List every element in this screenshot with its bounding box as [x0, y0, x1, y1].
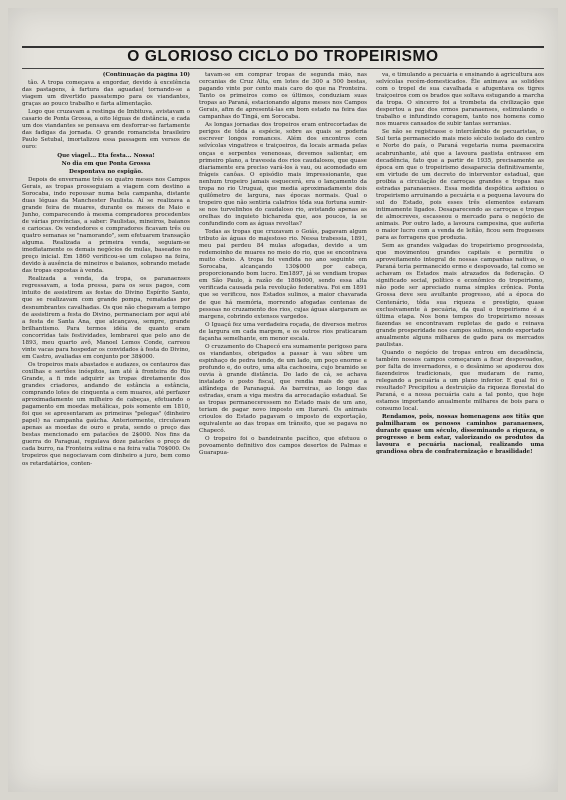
paragraph: va, e timulando a pecuária e ensinando à agricultura aos selvícolas recém-domesticados. Êle animava as solidões com o tropel de sua cavalhada e afugentava os tigres traiçoeiros com os brados que soltava estugando a marcha da tropa. O sincerro foi a trombeta da civilização que despertou a paz dos ermos paranaenses, estimulando o trabalho e infundindo coragem, tanto nos homens como nos muares cansados de subir tantas serranias.	[376, 72, 544, 128]
paragraph: Depois de envername três ou quatro meses nos Campos Gerais, as tropas prosseguiam a viagem com destino a Sorocaba, indo repousar numa bela campanha, distante duas léguas da Manchester Paulista. Aí se realizava a grande feira de muares, durante os meses de Maio e Junho, comparecendo à mesma compradores procedentes de várias províncias, a saber: Paulistas, mineiros, baianos e cariocas. Os vendedores e compradores ficavam três ou quatro semanas se "namorando", sem efetuarem transação alguma. Realizada a primeira venda, seguiam-se imediatamente os demais negócios de mulas, baseados no preço inicial. Em 1860 verificou-se um colapso na feira, devido à ausência de mineiros e baianos, sobrando metade das tropas expostas à venda.	[22, 176, 190, 275]
paragraph: Todas as tropas que cruzavam o Goiás, pagavam algum tributo às águas do majestoso rio. Nessa trabessia, 1891, meu pai perdeu 84 mulas afogadas, devido a um redemoinho de muares no meio do rio, que se encontrava muito cheio. A tropa foi vendida no ano seguinte em Sorocaba, alcançando 130$000 por cabeça, proporcionando bom lucro. Em1897, já se vendiam tropas em São Paulo, à razão de 180$000, sendo essa alta verificada causada pela revolução federativa. Foi em 1891 que se verificou, nos Estados sulinos, a maior chavarada de que há memória, morrendo afogadas centenas de pessoas no cruzamento dos rios, cujas águas alargaram as margens, cobrindo extensos vargedos.	[199, 229, 367, 320]
paragraph: O Iguaçú fez uma verdadeira roçada, de diversos metros de largura em cada margem, e os outros rios praticaram façanha semelhante, em menor escala.	[199, 321, 367, 342]
paragraph: tão. A tropa começava a engordar, devido à excelência das pastagens, à fartura das aguadas( tornando-se a viagem um divertido passatempo para os viandantes, graças ao pouco trabalho e farta alimentação.	[22, 80, 190, 108]
headline-rule-bottom	[22, 68, 544, 69]
paragraph: tavam-se em comprar tropas de segunda mão, nas cercanias de Cruz Alta, em lotes de 300 a 500 bestas, pagando vinte por cento mais caro do que na Fronteira. Tanto os primeiros como os últimos, conduziam suas tropas ao Paraná, estacionando alguns meses nos Campos Gerais, afim de apresentá-las em bom estado na feira das campanhas do Tingá, em Sorocaba.	[199, 72, 367, 121]
paragraph: Quando o negócio de tropas entrou em decadência, também nossos campos começaram a ficar despovoados, por falta de invernadores, e o desânimo se apoderou dos fazendeiros tradicionais, que mudaram de ramo, relegando a pecuária a um plano inferior. E qual foi o resultado? Precipitou a destruição da riqueza florestal do Paraná, e a nossa pecuária caiu a tal ponto, que hoje estamos importando anualmente milhares de bois para o consumo local.	[376, 349, 544, 413]
verse-line: No dia em que Ponta Grossa	[61, 160, 151, 167]
continuation-note: (Continuação da página 10)	[102, 72, 190, 78]
verse-line: Que viagel... Eta festa... Nossa!	[57, 152, 155, 159]
paragraph: O cruzamento do Chapecó era sumamente perigoso para os viandantes, obrigados a passar à vau sôbre um espinhaço de pedra tendo, de um lado, um poço enorme e profundo e, do outro, uma alta cachoeira, cujo bramido se ouvia à grande distância. Do lado de cá, se achava instalado o posto fiscal, que rendia mais do que a alfândega de Paranaguá. As barreiras, ao longo das estradas, eram a viga mestra da arrecadação estadual. Se as tropas permaneceressem no Estado mais de um ano, teriam de pagar novo imposto em Itararé. Os animais crioulos do Estado pagavam o imposto de exportação, equivalente ao das tropas em trânsito, que se pagava no Chapecó.	[199, 343, 367, 435]
article-title: O GLORIOSO CICLO DO TROPEIRISMO	[127, 48, 439, 65]
paragraph: Se não se registrasse o intercâmbio de pecuaristas, o Sul teria permanecido mais meio século isolado do centro e Norte do país, o Paraná vegetaria numa pasmaceira acabrunhante, até que a lavoura pastista entrasse em decadência, fato que a partir de 1935, precisamente as época em que o tropeirismo desaparecia definitivamente, em virtude de um decreto do interventor estadual, que proibia a circulação de carroças grandes e tropas nas estradas paranaenses. Essa medida despótica asfixiou o tropeirismo arruinando a pecuária e a pequena lavoura do sul do Estado, pois esses três elementos estavam intimamente ligados. Desaparecendo as carroças e tropas de almocreves, escasseou o mercado para o negócio de animais. Por outro lado, a lavoura campesina, que auferia o maior lucro com a venda de leitão, ficou sem fregueses para as forragens que produzia.	[376, 129, 544, 242]
column-2	[199, 72, 367, 784]
paragraph: Logo que cruzavam a restinga de Imbituva, avistavam o casario de Ponta Grossa, a oito léguas de distância, e cada um dos viandantes se pensava em desforrar-se fartamente das fadigas da jornada. O grande romancista brasileiro Paulo Setubal, imortalizou essa passagem em versos de ouro:	[22, 109, 190, 151]
paragraph: O tropeiro foi o bandeirante pacífico, que efetuou o povoamento definitivo dos campos desertos de Palmas e Guarapua-	[199, 436, 367, 457]
paragraph: Sem as grandes valgadas do tropeirismo progressista, que movimentou grandes capitais e permitiu o aproveitamento integral de nossas campanhas nativas, o Paraná teria permanecido ermo e despovoado, tal como se achavam os Estados mais atrazados da federação. O significado social, político e econômico do tropeirismo, não pode ser apreciado numa simples crônica. Ponta Grossa deve seu avultante progresso, até a época do Centenário, tôda sua riqueza e prestígio, quase exclusivamente à pecuária, da qual o tropeirismo é a última etapa. Nos bons tempos do tropeirismo nossas fazendas se encontravam repletas de gado e reinava grande prosperidade nos campos sulinos, sendo exportado anualmente alguns milhares de gado para os mercados paulistas.	[376, 243, 544, 348]
paragraph: Os tropeiros mais abastados e audazes, os centauros das coxilhas e sertões inóspitos, iam até à fronteira do Rio Grande, a fi mde adquirir as tropas diretamente dos grandes criadores, andando de estância a estância, comprando lotes de cinquenta a cem muares, até perfazer aproximadamente um milheiro de cabeças, efetuando o pagamento em moedas metálicas, pois somente em 1810, foi que se apresentaram as primeiras "pelegas" (dinheiro papel) na campanha gaúcha. Anteriormente, circulavam apenas as moedas de ouro e prata, sendo o preço das bestas mencionado em patacões de 2$000. Nos fins da guerra do Paraguai, regulava doze patacões o preço de cada burro, na Fronteira sulina e na feira valia 70$000. Os tropeiros que negociavam com dinheiro a juro, bem como os retardatários, conten-	[22, 361, 190, 467]
paragraph: Realizada a venda, da tropa, os paranaenses regressavam, a toda pressa, para os seus pagos, com intuito de assistirem as festas do Divino Espírito Santo, que se realizavam com grande pompa, rematadas por desnumbrantes cavalhadas. Os que não chegavam a tempo de assistirem a festa do Divino, permaneciam por aqui até a festa de Santa Ana, que alcançava, sempre, grande brilhantismo. Para termos idéia de quanto eram concorridas tais festividades, lembrarei que pelo ano de 1893, meu quarto avô, Manoel Lemos Conde, carreou vinte vacas para hospedar os convidados à festa do Divino, em Castro, avaliadas em conjunto por 38$000.	[22, 276, 190, 360]
closing-paragraph: Rendamos, pois, nossas homenagens aos titãs que palmilharam os penosos caminhos paranaenses, durante quase um século, disseminando a riqueza, o progresso e bem estar, valorizando os produtos da lavoura e pecuária nacional, realizando uma grandiosa obra de confraternização e brasilidade!	[376, 414, 544, 456]
article-columns	[22, 72, 544, 784]
column-3	[376, 72, 544, 784]
paragraph: As longas jornadas dos tropeiros eram entrecortadas de perigos de tôda a espécie, sobre as quais se poderia escrever longos romances. Além dos encontros com selvícolas vingativos e traiçoeiros, da locais armada pelas onças e serpentes venenosas, devemos salientar, em primeiro plano, a travessia dos rios caudalosos, que quase diariamente era preciso vará-los à vau, ou acomodado em frágeis canôas. O episódio mais impressionante, que nenhum tropeiro jamais esquecerá, era o lançamento da tropa no rio Uruguai, que media aproximadamente dois quilômetro de largura, nas épocas normais. Qual o tropeiro que não sentiria calafrios tôda sua fortuna sumir-se nos turvelinhos do caudaloso rio, avistando apenas as orelhas do inquieto bichareda que, aos poucos, ia se confundindo com as águas revoltas?	[199, 122, 367, 227]
newspaper-page	[8, 8, 558, 792]
column-1	[22, 72, 190, 784]
verse-line: Despontava no espigão.	[69, 168, 143, 175]
